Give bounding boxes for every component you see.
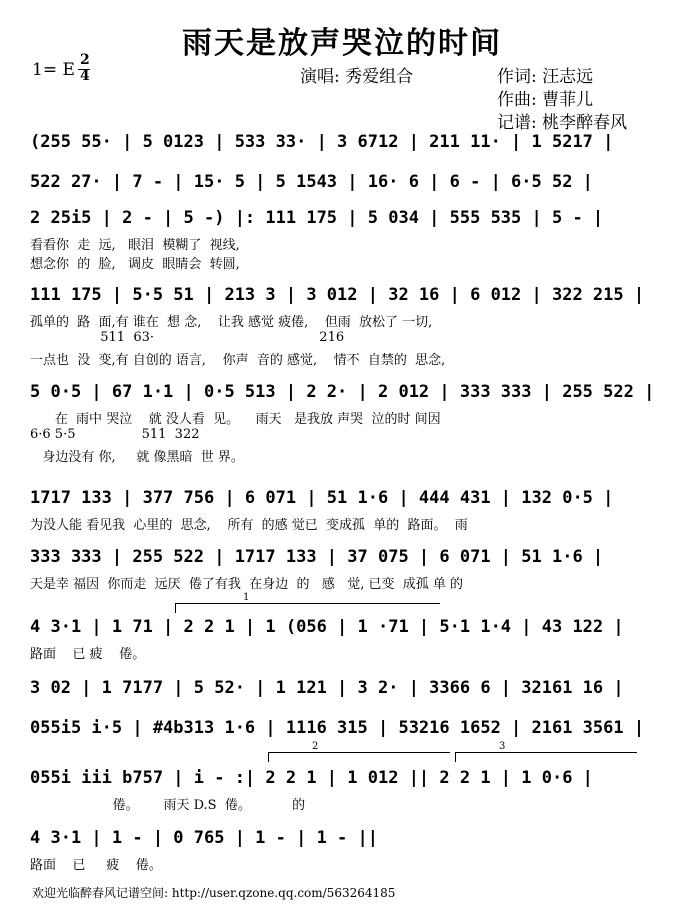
volta-1-number: 1: [243, 592, 250, 603]
singer-credit: 演唱: 秀爱组合: [300, 67, 414, 87]
lyric-line: 路面 已 疲 倦。: [30, 858, 162, 873]
lyric-line: 6·6 5·5 511 322: [30, 427, 200, 442]
lyric-line: 511 63· 216: [30, 330, 345, 345]
volta-3-hook: [455, 752, 456, 762]
lyric-line: 孤单的 路 面,有 谁在 想 念, 让我 感觉 疲倦, 但雨 放松了 一切,: [30, 315, 433, 330]
lyric-line: 一点也 没 变,有 自创的 语言, 你声 音的 感觉, 情不 自禁的 思念,: [30, 353, 446, 368]
key-signature: 1= E: [32, 60, 75, 80]
volta-3-line: [455, 752, 637, 753]
notation-row: 3 02 | 1 7177 | 5 52· | 1 121 | 3 2· | 3366 6 | 32161 16 |: [30, 678, 624, 698]
notation-row: 2 25i5 | 2 - | 5 -) |: 111 175 | 5 034 | 555 535 | 5 - |: [30, 208, 604, 228]
time-sig-top: 2: [80, 52, 90, 68]
notation-row: 5 0·5 | 67 1·1 | 0·5 513 | 2 2· | 2 012 | 333 333 | 255 522 |: [30, 382, 655, 402]
transcriber-credit: 记谱: 桃李醉春风: [497, 113, 628, 133]
lyric-line: 在 雨中 哭泣 就 没人看 见。 雨天 是我放 声哭 泣的时 间因: [30, 412, 441, 427]
song-title: 雨天是放声哭泣的时间: [182, 26, 502, 61]
composer-credit: 作曲: 曹菲儿: [497, 90, 594, 110]
notation-row: 055i iii b757 | i - :| 2 2 1 | 1 012 || 2 2 1 | 1 0·6 |: [30, 768, 593, 788]
lyric-line: 倦。 雨天 D.S 倦。 的: [30, 798, 306, 813]
lyricist-credit: 作词: 汪志远: [497, 67, 594, 87]
volta-3-number: 3: [499, 741, 506, 752]
notation-row: (255 55· | 5 0123 | 533 33· | 3 6712 | 211 11· | 1 5217 |: [30, 132, 614, 152]
lyric-line: 为没人能 看见我 心里的 思念, 所有 的感 觉已 变成孤 单的 路面。 雨: [30, 518, 468, 533]
lyric-line: 天是幸 福因 你而走 远厌 倦了有我 在身边 的 感 觉, 已变 成孤 单 的: [30, 577, 464, 592]
notation-row: 333 333 | 255 522 | 1717 133 | 37 075 | 6 071 | 51 1·6 |: [30, 547, 604, 567]
time-sig-bottom: 4: [80, 68, 90, 84]
volta-1-line: [175, 603, 440, 604]
lyric-line: 想念你 的 脸, 调皮 眼睛会 转圆,: [30, 257, 240, 272]
notation-row: 522 27· | 7 - | 15· 5 | 5 1543 | 16· 6 | 6 - | 6·5 52 |: [30, 172, 593, 192]
volta-2-line: [268, 752, 450, 753]
notation-row: 4 3·1 | 1 71 | 2 2 1 | 1 (056 | 1 ·71 | 5·1 1·4 | 43 122 |: [30, 617, 624, 637]
lyric-line: 看看你 走 远, 眼泪 模糊了 视线,: [30, 238, 240, 253]
lyric-line: 路面 已 疲 倦。: [30, 647, 146, 662]
notation-row: 4 3·1 | 1 - | 0 765 | 1 - | 1 - ||: [30, 828, 378, 848]
footer-note: 欢迎光临醉春风记谱空间: http://user.qzone.qq.com/563264185: [32, 886, 396, 900]
volta-2-hook: [268, 752, 269, 762]
lyric-line: 身边没有 你, 就 像黑暗 世 界。: [30, 450, 244, 465]
notation-row: 055i5 i·5 | #4b313 1·6 | 1116 315 | 53216 1652 | 2161 3561 |: [30, 718, 645, 738]
volta-1-hook: [175, 603, 176, 613]
notation-row: 1717 133 | 377 756 | 6 071 | 51 1·6 | 444 431 | 132 0·5 |: [30, 488, 614, 508]
notation-row: 111 175 | 5·5 51 | 213 3 | 3 012 | 32 16 | 6 012 | 322 215 |: [30, 285, 645, 305]
volta-2-number: 2: [312, 741, 319, 752]
